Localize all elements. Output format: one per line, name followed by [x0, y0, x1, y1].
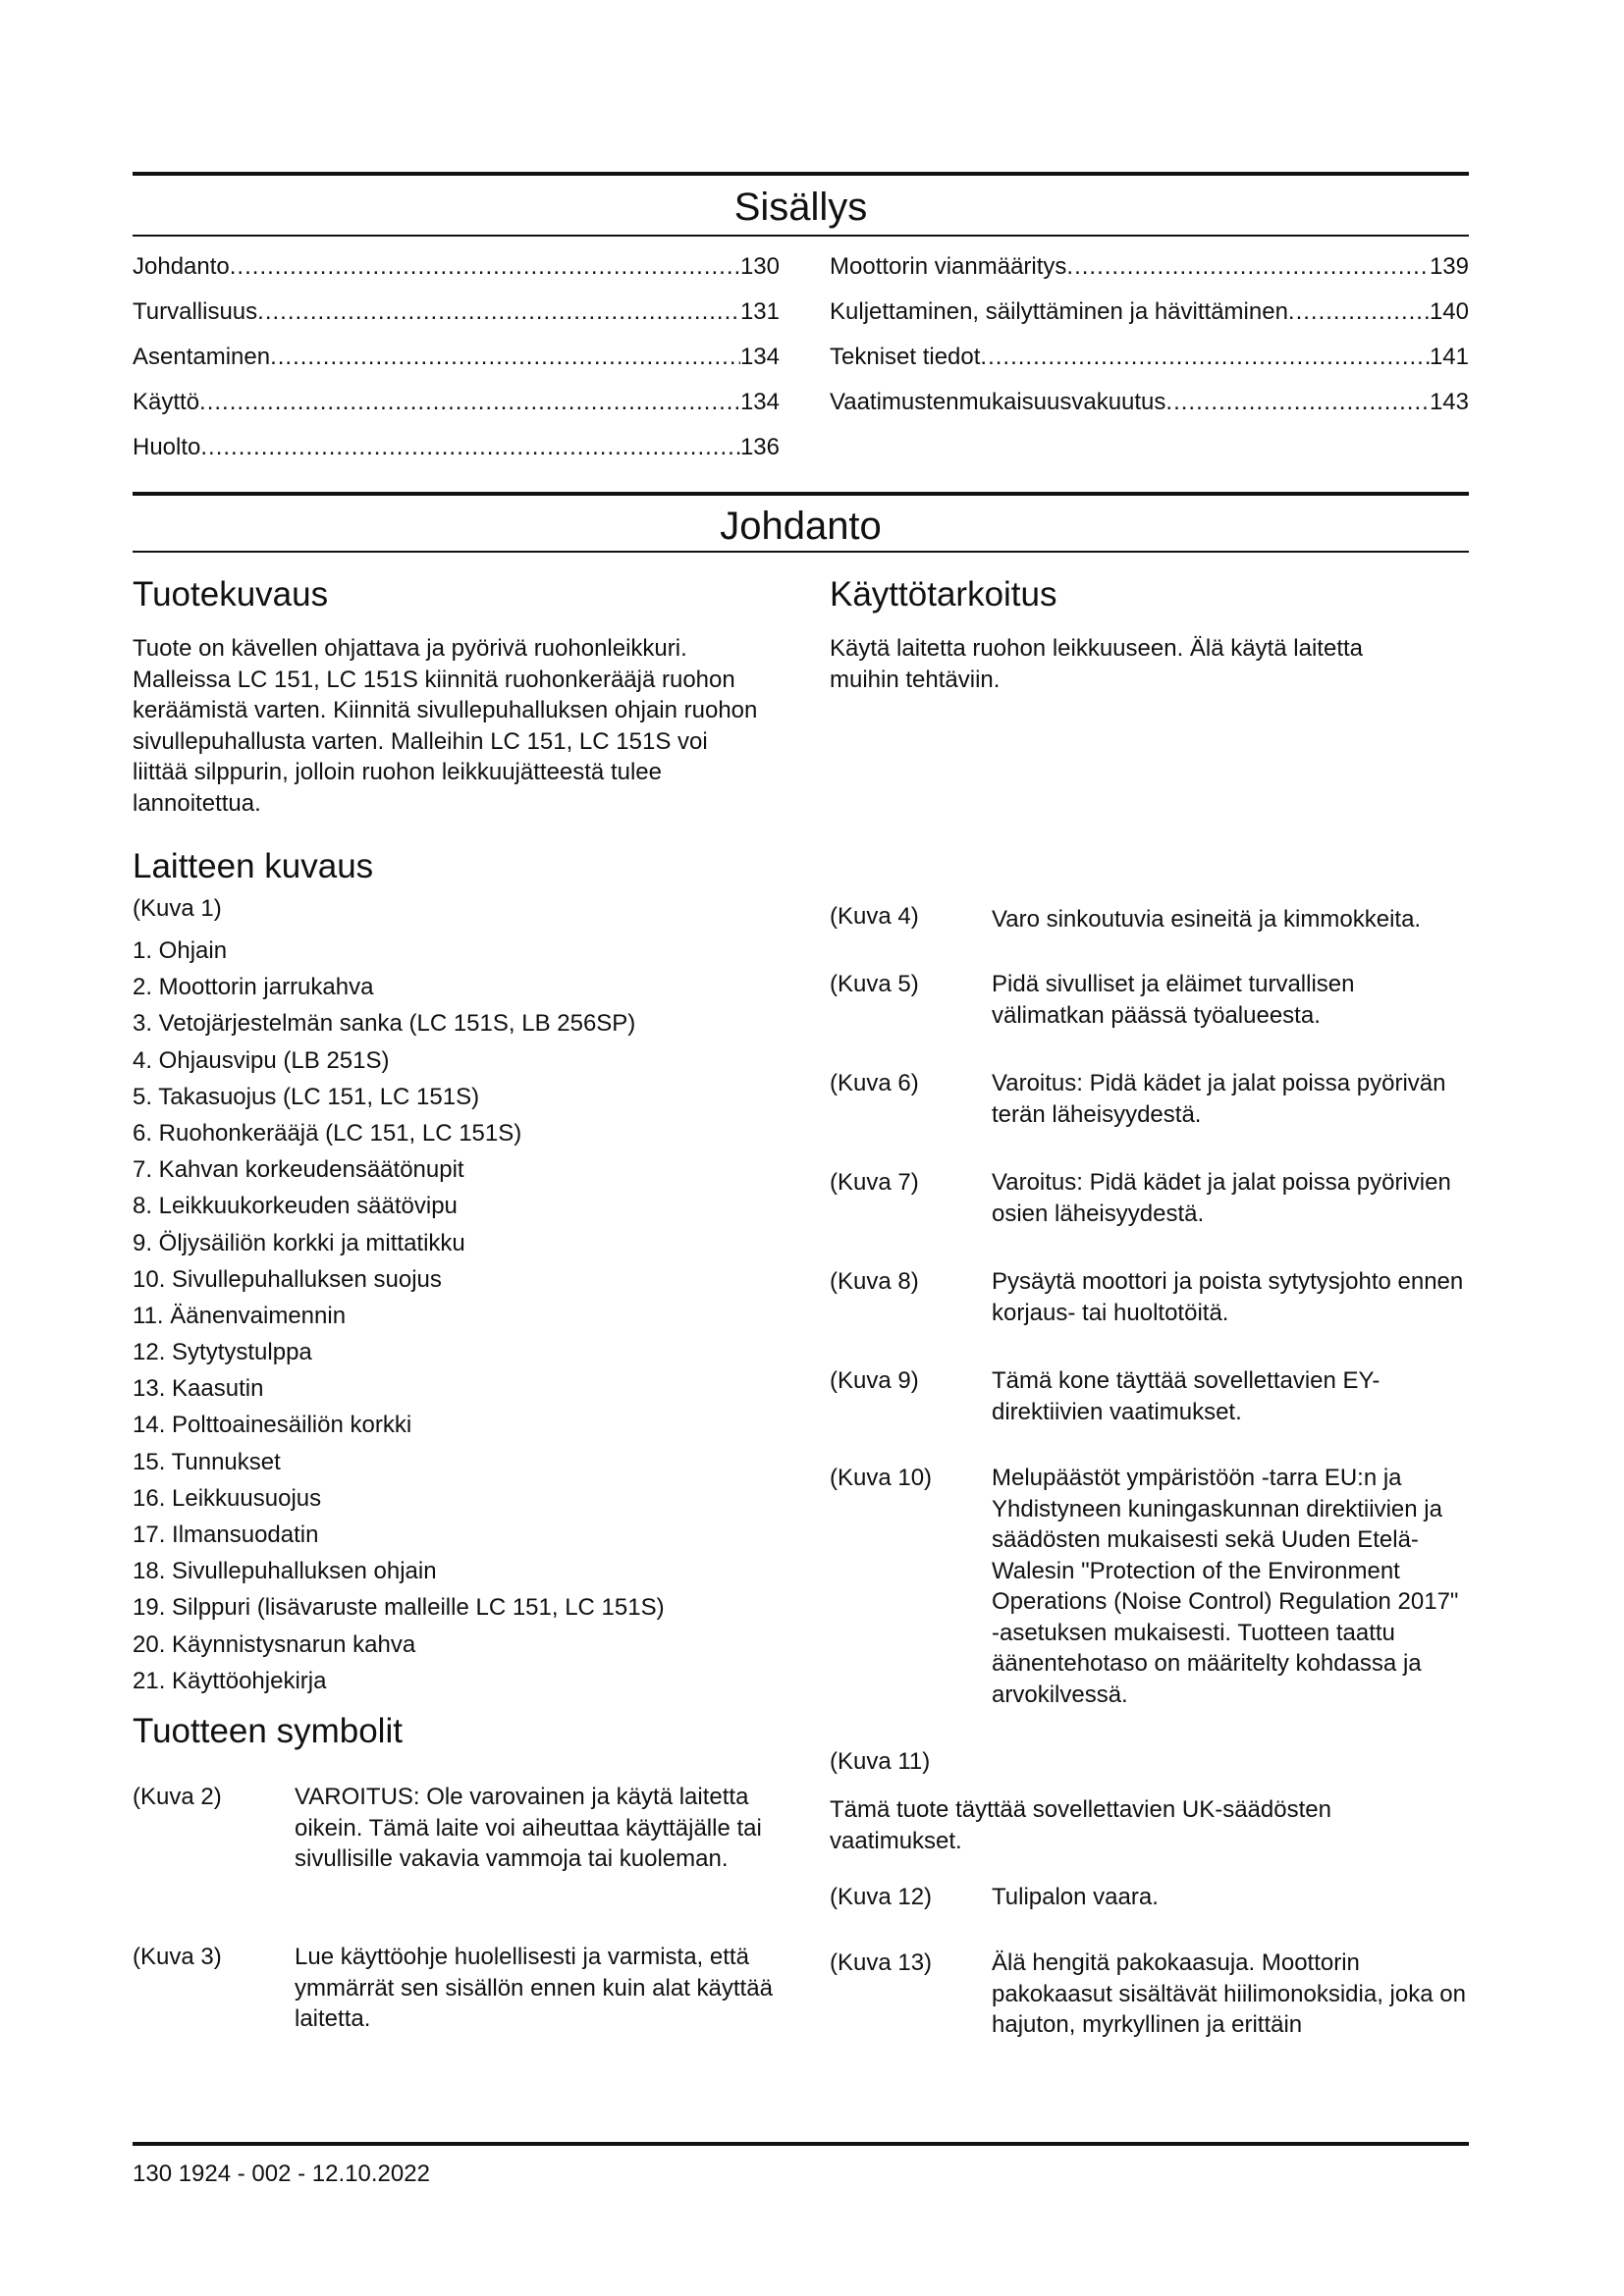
top-rule: [133, 172, 1469, 176]
symbol-ref: (Kuva 6): [830, 1070, 919, 1096]
intro-title-rule: [133, 551, 1469, 553]
symbol-ref: (Kuva 5): [830, 971, 919, 997]
toc-title: Sisällys: [733, 186, 868, 229]
list-item: 19. Silppuri (lisävaruste malleille LC 151, LC 151S): [133, 1594, 665, 1622]
toc-entry-vianmaaritys[interactable]: Moottorin vianmääritys ..... 139: [830, 251, 1469, 296]
page-footer: 130 1924 - 002 - 12.10.2022: [133, 2161, 430, 2187]
toc-right-column: [830, 251, 1469, 432]
list-item: 8. Leikkuukorkeuden säätövipu: [133, 1193, 458, 1220]
toc-entry-kaytto[interactable]: Käyttö ..... 134: [133, 387, 780, 432]
symbol-ref: (Kuva 12): [830, 1884, 933, 1910]
symbol-ref: (Kuva 7): [830, 1169, 919, 1196]
symbols-heading: Tuotteen symbolit: [133, 1712, 403, 1750]
product-description-heading: Tuotekuvaus: [133, 575, 329, 614]
list-item: 21. Käyttöohjekirja: [133, 1667, 327, 1694]
symbol-text: Tämä kone täyttää sovellettavien EY-direktiivien vaatimukset.: [992, 1367, 1380, 1425]
component-list: [133, 933, 800, 1699]
toc-title-rule: [133, 235, 1469, 237]
footer-rule: [133, 2142, 1469, 2146]
symbol-text: Pysäytä moottori ja poista sytytysjohto ennen korjaus- tai huoltotöitä.: [992, 1268, 1464, 1326]
symbol-text: Älä hengitä pakokaasuja. Moottorin pakokaasut sisältävät hiilimonoksidia, joka on hajuton, myrkyllinen ja erittäin: [992, 1949, 1466, 2038]
list-item: 18. Sivullepuhalluksen ohjain: [133, 1558, 437, 1585]
symbol-ref: (Kuva 10): [830, 1465, 933, 1491]
list-item: 17. Ilmansuodatin: [133, 1522, 319, 1548]
list-item: 5. Takasuojus (LC 151, LC 151S): [133, 1083, 480, 1110]
list-item: 15. Tunnukset: [133, 1448, 281, 1475]
symbol-text: Varoitus: Pidä kädet ja jalat poissa pyörivän terän läheisyydestä.: [992, 1070, 1446, 1128]
toc-entry-vaatimustenmukaisuus[interactable]: Vaatimustenmukaisuusvakuutus ..... 143: [830, 387, 1469, 432]
list-item: 6. Ruohonkerääjä (LC 151, LC 151S): [133, 1119, 522, 1147]
list-item: 16. Leikkuusuojus: [133, 1484, 322, 1512]
list-item: 10. Sivullepuhalluksen suojus: [133, 1265, 442, 1293]
list-item: 9. Öljysäiliön korkki ja mittatikku: [133, 1229, 465, 1256]
toc-entry-huolto[interactable]: Huolto ..... 136: [133, 432, 780, 477]
symbol-ref: (Kuva 13): [830, 1949, 933, 1976]
symbol-text: Tulipalon vaara.: [992, 1884, 1159, 1910]
symbol-kuva-11-text: Tämä tuote täyttää sovellettavien UK-säädösten vaatimukset.: [830, 1796, 1331, 1854]
symbol-ref: (Kuva 4): [830, 903, 919, 930]
symbol-ref: (Kuva 3): [133, 1944, 222, 1970]
symbol-ref: (Kuva 8): [830, 1268, 919, 1295]
list-item: 12. Sytytystulppa: [133, 1339, 312, 1366]
symbol-ref: (Kuva 2): [133, 1784, 222, 1810]
symbol-text: Pidä sivulliset ja eläimet turvallisen välimatkan päässä työalueesta.: [992, 971, 1355, 1029]
symbol-ref: (Kuva 9): [830, 1367, 919, 1394]
toc-entry-kuljettaminen[interactable]: Kuljettaminen, säilyttäminen ja hävittäminen ..... 140: [830, 296, 1469, 342]
intended-use-heading: Käyttötarkoitus: [830, 575, 1057, 614]
list-item: 13. Kaasutin: [133, 1375, 264, 1403]
list-item: 14. Polttoainesäiliön korkki: [133, 1412, 412, 1439]
toc-entry-tekniset-tiedot[interactable]: Tekniset tiedot ..... 141: [830, 342, 1469, 387]
list-item: 20. Käynnistysnarun kahva: [133, 1630, 416, 1658]
toc-entry-johdanto[interactable]: Johdanto ..... 130: [133, 251, 780, 296]
device-figure-ref: (Kuva 1): [133, 895, 222, 922]
device-description-heading: Laitteen kuvaus: [133, 847, 374, 885]
intro-top-rule: [133, 492, 1469, 496]
intro-title: Johdanto: [720, 505, 882, 548]
toc-entry-asentaminen[interactable]: Asentaminen ..... 134: [133, 342, 780, 387]
symbol-text: Varoitus: Pidä kädet ja jalat poissa pyörivien osien läheisyydestä.: [992, 1169, 1451, 1227]
list-item: 1. Ohjain: [133, 937, 228, 964]
symbol-text: Varo sinkoutuvia esineitä ja kimmokkeita.: [992, 906, 1422, 933]
list-item: 2. Moottorin jarrukahva: [133, 974, 374, 1001]
symbol-text: Melupäästöt ympäristöön -tarra EU:n ja Yhdistyneen kuningaskunnan direktiivien ja säädösten mukaisesti sekä Uuden Etelä-Walesin "Protection of the Environment Operations (Noise Control) Regulation 2017" -asetuksen mukaisesti. Tuotteen taattu äänentehotaso on määritelty kohdassa ja arvokilvessä.: [992, 1465, 1459, 1708]
symbol-text: Lue käyttöohje huolellisesti ja varmista, että ymmärrät sen sisällön ennen kuin alat käyttää laitetta.: [295, 1944, 773, 2032]
intended-use-text: Käytä laitetta ruohon leikkuuseen. Älä käytä laitetta muihin tehtäviin.: [830, 635, 1363, 693]
toc-left-column: [133, 251, 780, 477]
toc-entry-turvallisuus[interactable]: Turvallisuus ..... 131: [133, 296, 780, 342]
list-item: 4. Ohjausvipu (LB 251S): [133, 1046, 390, 1074]
list-item: 3. Vetojärjestelmän sanka (LC 151S, LB 256SP): [133, 1010, 636, 1038]
list-item: 11. Äänenvaimennin: [133, 1302, 347, 1329]
list-item: 7. Kahvan korkeudensäätönupit: [133, 1156, 464, 1184]
symbol-text: VAROITUS: Ole varovainen ja käytä laitetta oikein. Tämä laite voi aiheuttaa käyttäjälle tai sivullisille vakavia vammoja tai kuoleman.: [295, 1784, 762, 1872]
product-description-text: Tuote on kävellen ohjattava ja pyörivä ruohonleikkuri. Malleissa LC 151, LC 151S kiinnitä ruohonkerääjä ruohon keräämistä varten. Kiinnitä sivullepuhalluksen ohjain ruohon sivullepuhallusta varten. Malleihin LC 151, LC 151S voi liittää silppurin, jolloin ruohon leikkuujätteestä tulee lannoitettua.: [133, 635, 758, 817]
symbol-ref: (Kuva 11): [830, 1748, 931, 1775]
